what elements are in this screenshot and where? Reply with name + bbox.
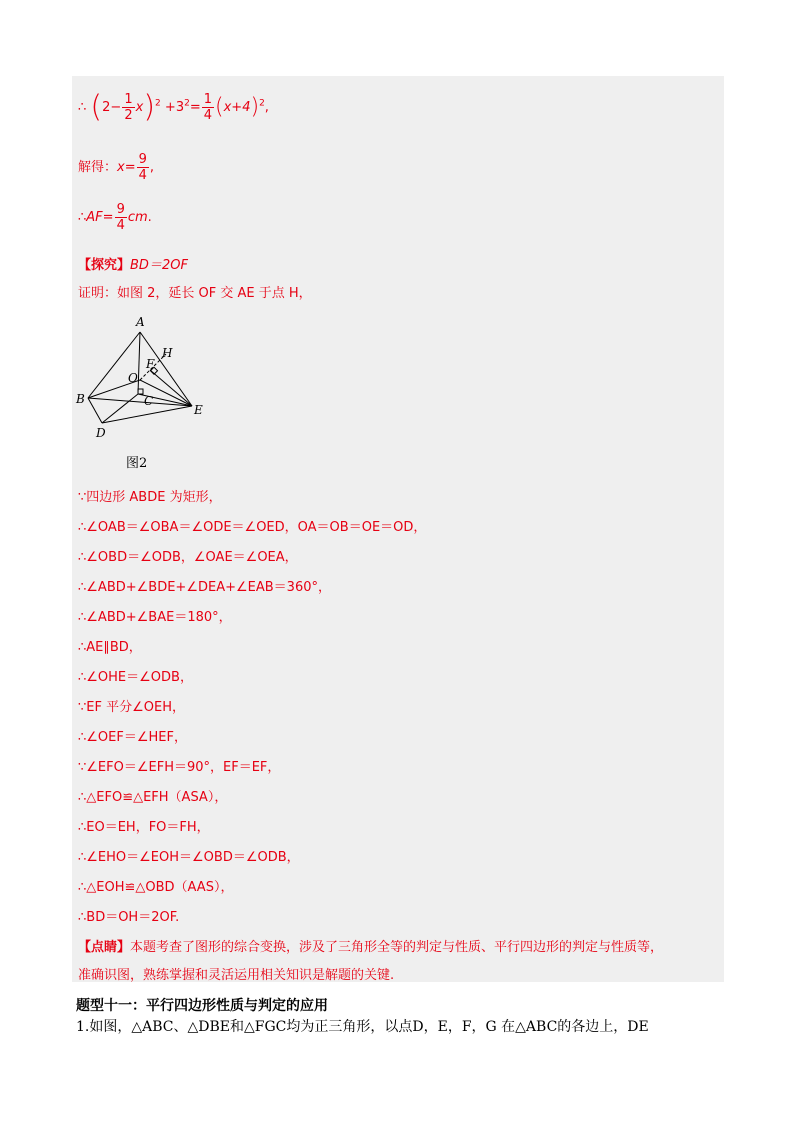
figure-caption: 图2: [126, 456, 148, 471]
fraction: $\frac{9}{4}$: [116, 202, 125, 233]
figure-label: H: [162, 346, 173, 360]
section-heading: 题型十一：平行四边形性质与判定的应用: [76, 998, 328, 1014]
figure-label: A: [136, 315, 145, 329]
figure-label: O: [128, 371, 138, 385]
proof-step: ∴∠ABD+∠BAE＝180°，: [78, 610, 232, 625]
proof-step: ∴∠OBD＝∠ODB，∠OAE＝∠OEA，: [78, 550, 298, 565]
proof-step: ∴∠OEF＝∠HEF，: [78, 730, 187, 745]
proof-step: ∴∠OHE＝∠ODB，: [78, 670, 193, 685]
geometry-figure: [70, 310, 220, 445]
comment-tag: 【点睛】: [78, 940, 131, 955]
figure-label: B: [76, 392, 85, 406]
proof-intro: 证明：如图 2，延长 OF 交 AE 于点 H，: [78, 286, 312, 301]
figure-label: E: [194, 403, 203, 417]
proof-step: ∴AE∥BD，: [78, 640, 142, 655]
punct: ,: [264, 100, 269, 115]
eq-op: +: [164, 100, 176, 115]
exponent: 2: [259, 98, 265, 109]
proof-step: ∵EF 平分∠OEH，: [78, 700, 185, 715]
therefore-symbol: ∴: [78, 100, 87, 115]
exponent: 2: [155, 98, 161, 109]
proof-step: ∴△EOH≌△OBD（AAS），: [78, 880, 234, 895]
therefore-symbol: ∴: [78, 210, 87, 225]
exponent: 2: [184, 98, 190, 109]
solve-label: 解得：: [78, 160, 118, 175]
figure-label: F: [146, 357, 155, 371]
eq-equals: =: [102, 210, 114, 225]
equation-line: ∴ (2− $\frac{1}{2}$ $x)^2 +3^2=$ $\frac{1}{4}$ $(x+4)^2$,: [78, 89, 269, 125]
proof-step: ∴∠OAB＝∠OBA＝∠ODE＝∠OED，OA＝OB＝OE＝OD，: [78, 520, 427, 535]
comment-line-2: 准确识图，熟练掌握和灵活运用相关知识是解题的关键.: [78, 968, 395, 983]
eq-inner: x+4: [223, 100, 251, 115]
comment-line-1: [78, 936, 663, 955]
proof-step: ∴△EFO≌△EFH（ASA），: [78, 790, 228, 805]
figure-label: D: [96, 426, 106, 440]
eq-var: x: [135, 100, 144, 115]
proof-step: ∴∠EHO＝∠EOH＝∠OBD＝∠ODB，: [78, 850, 300, 865]
explore-line: [78, 254, 188, 273]
punct: .: [147, 210, 152, 225]
explore-text: BD＝2OF: [130, 258, 188, 273]
explore-tag: 【探究】: [78, 258, 131, 273]
solve-line: [78, 152, 154, 183]
proof-step: ∴BD＝OH＝2OF.: [78, 910, 180, 925]
comment-text: 本题考查了图形的综合变换，涉及了三角形全等的判定与性质、平行四边形的判定与性质等，: [130, 940, 664, 955]
fraction: $\frac{1}{4}$: [203, 92, 213, 123]
af-var: AF: [86, 210, 103, 225]
eq-equals: =: [124, 160, 136, 175]
proof-step: ∵∠EFO＝∠EFH＝90°，EF＝EF，: [78, 760, 281, 775]
fraction: $\frac{1}{2}$: [124, 92, 133, 123]
solve-var: x: [117, 160, 125, 175]
proof-step: ∵四边形 ABDE 为矩形，: [78, 490, 222, 505]
eq-equals: =: [189, 100, 201, 115]
proof-step: ∴∠ABD+∠BDE+∠DEA+∠EAB＝360°，: [78, 580, 331, 595]
unit: cm: [127, 210, 148, 225]
question-text: 1.如图，△ABC、△DBE和△FGC均为正三角形，以点D，E，F，G 在△ABC的各边上，DE: [76, 1019, 649, 1035]
af-line: [78, 202, 152, 233]
punct: ,: [149, 160, 155, 175]
figure-label: C: [144, 394, 154, 408]
eq-term: 2: [102, 100, 111, 115]
eq-term: 3: [175, 100, 185, 115]
proof-step: ∴EO＝EH，FO＝FH，: [78, 820, 210, 835]
eq-op: −: [110, 100, 122, 115]
fraction: $\frac{9}{4}$: [138, 152, 147, 183]
